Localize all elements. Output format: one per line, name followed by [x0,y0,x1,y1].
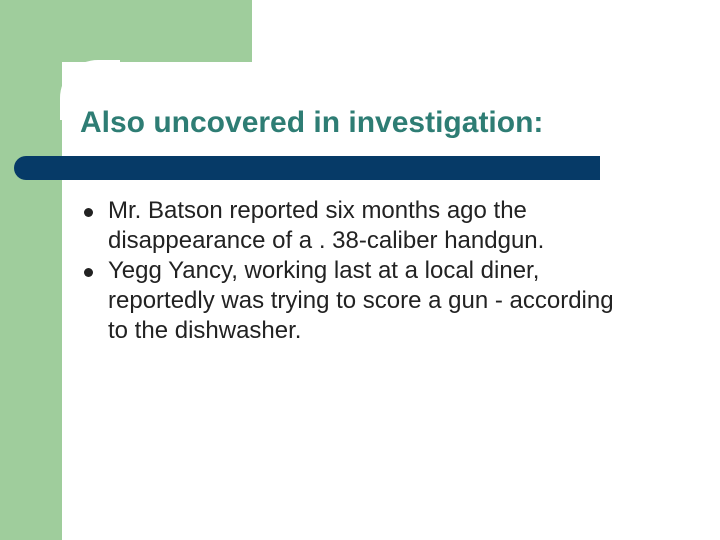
bullet-icon [84,208,93,217]
bullet-line: Yegg Yancy, working last at a local diner, [108,257,540,284]
bullet-line: Mr. Batson reported six months ago the [108,197,527,224]
bullet-list [84,196,704,346]
bullet-line: reportedly was trying to score a gun - according [108,287,614,314]
bullet-icon [84,268,93,277]
title-underline-bar [14,156,600,180]
bullet-item-batson [84,196,704,256]
bullet-line: disappearance of a . 38-caliber handgun. [108,227,545,254]
bullet-item-yancy [84,256,704,346]
slide-title: Also uncovered in investigation: [80,106,544,139]
decorative-green-left-band [0,0,62,540]
bullet-line: to the dishwasher. [108,317,302,344]
